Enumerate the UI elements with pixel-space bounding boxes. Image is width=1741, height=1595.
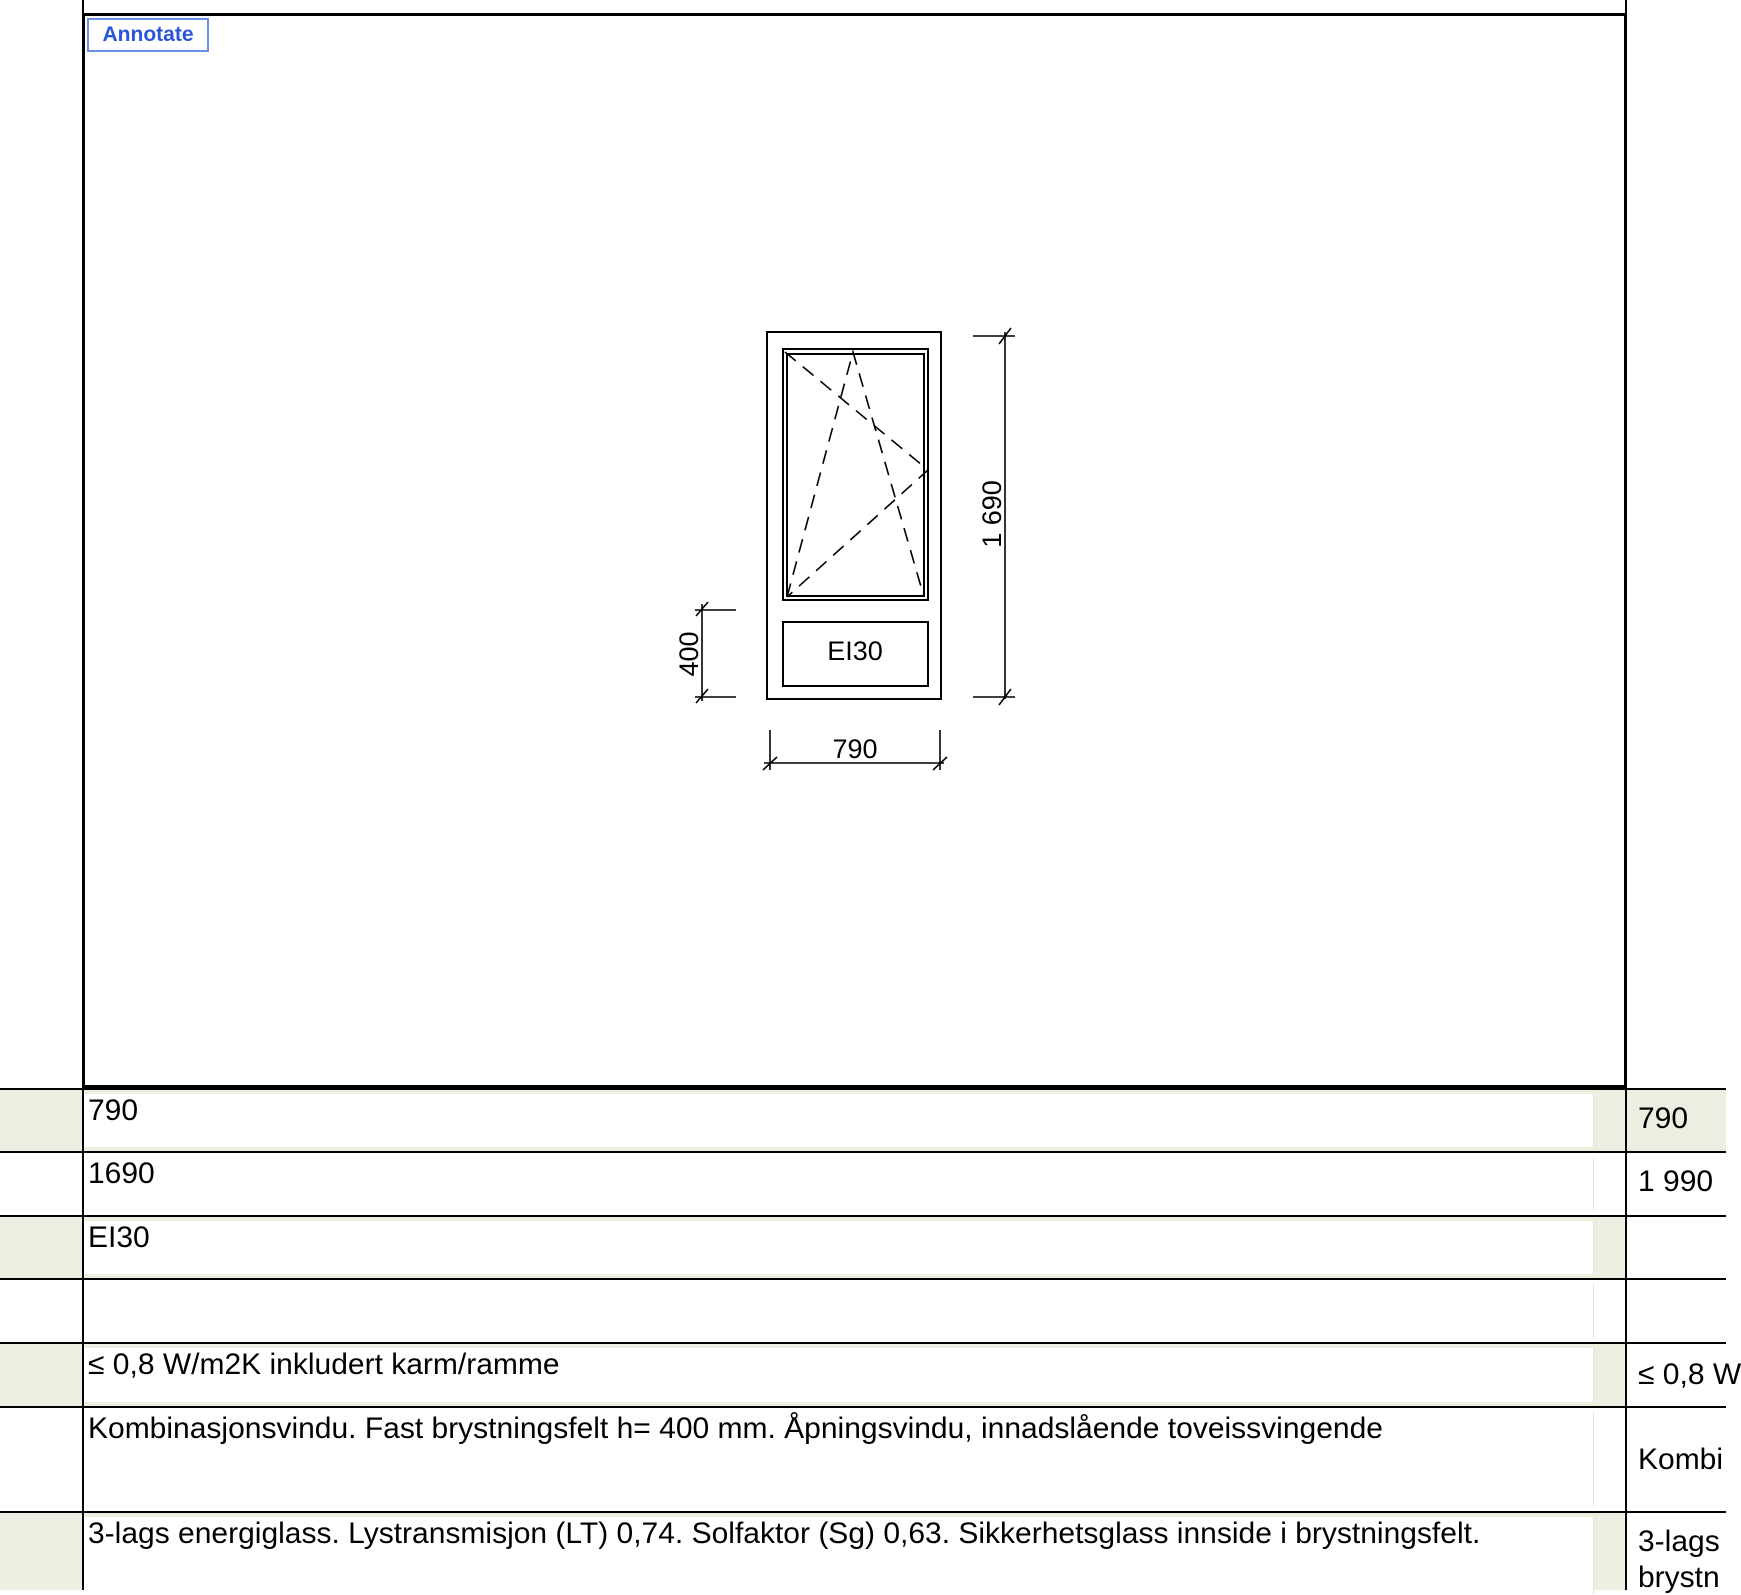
- fire-rating-field[interactable]: [84, 1221, 1594, 1274]
- panel-label: EI30: [827, 636, 883, 666]
- right-u-value: ≤ 0,8 W: [1638, 1358, 1741, 1391]
- width-dimension-label: 790: [832, 734, 878, 764]
- row-header-cell: [0, 1090, 82, 1151]
- row-header-cell: [0, 1153, 82, 1215]
- width-field[interactable]: [84, 1094, 1594, 1147]
- right-column-divider: [1625, 0, 1627, 1590]
- row-right-cell: [1627, 1153, 1726, 1215]
- fire-rating-value: EI30: [88, 1221, 150, 1254]
- row-right-cell: [1627, 1217, 1726, 1278]
- table-row: [0, 1513, 1726, 1594]
- row-value-cell: [84, 1090, 1625, 1151]
- table-row: [0, 1408, 1726, 1511]
- right-glass-value-line2: brystn: [1638, 1561, 1720, 1594]
- table-row: [0, 1217, 1726, 1278]
- annotate-button[interactable]: Annotate: [87, 18, 209, 52]
- height-value: 1690: [88, 1157, 155, 1190]
- row-right-cell: [1627, 1408, 1726, 1511]
- row-right-cell: [1627, 1344, 1741, 1406]
- row-value-cell: [84, 1408, 1625, 1511]
- row-header-cell: [0, 1217, 82, 1278]
- table-row: [0, 1090, 1726, 1151]
- opening-indication: [785, 352, 928, 597]
- window-sash-outer: [783, 349, 928, 600]
- description-value: Kombinasjonsvindu. Fast brystningsfelt h= 400 mm. Åpningsvindu, innadslående toveissvingende: [88, 1412, 1383, 1445]
- top-strip: [0, 0, 1726, 14]
- row-value-cell: [84, 1344, 1625, 1406]
- row-value-cell: [84, 1513, 1625, 1590]
- left-column-divider: [82, 0, 84, 1590]
- right-height-value: 1 990: [1638, 1165, 1714, 1198]
- table-row: [0, 1153, 1726, 1215]
- panel-height-dimension-label: 400: [674, 631, 704, 677]
- drawing-panel: [82, 13, 1627, 1088]
- row-header-cell: [0, 1280, 82, 1342]
- table-row: [0, 1280, 1726, 1342]
- glass-value: 3-lags energiglass. Lystransmisjon (LT) 0,74. Solfaktor (Sg) 0,63. Sikkerhetsglass innside i brystningsfelt.: [88, 1517, 1481, 1550]
- row-right-cell: [1627, 1513, 1726, 1594]
- right-description-value: Kombi: [1638, 1443, 1724, 1476]
- u-value-field[interactable]: [84, 1348, 1594, 1402]
- width-value: 790: [88, 1094, 139, 1127]
- right-glass-value: 3-lags: [1638, 1525, 1720, 1558]
- row-header-cell: [0, 1408, 82, 1511]
- row-value-cell: [84, 1280, 1625, 1342]
- row-header-cell: [0, 1513, 82, 1590]
- window-drawing: [85, 16, 1624, 1085]
- table-row: [0, 1344, 1741, 1406]
- height-dimension-label: 1 690: [977, 480, 1007, 548]
- glass-field[interactable]: [84, 1517, 1594, 1594]
- row-header-cell: [0, 1344, 82, 1406]
- row-right-cell: [1627, 1090, 1726, 1151]
- row-right-cell: [1627, 1280, 1726, 1342]
- window-sash-inner: [787, 354, 924, 596]
- row-value-cell: [84, 1217, 1625, 1278]
- height-field[interactable]: [84, 1157, 1594, 1211]
- u-value: ≤ 0,8 W/m2K inkludert karm/ramme: [88, 1348, 560, 1381]
- empty-field[interactable]: [84, 1284, 1594, 1338]
- row-value-cell: [84, 1153, 1625, 1215]
- description-field[interactable]: [84, 1412, 1594, 1507]
- right-width-value: 790: [1638, 1102, 1689, 1135]
